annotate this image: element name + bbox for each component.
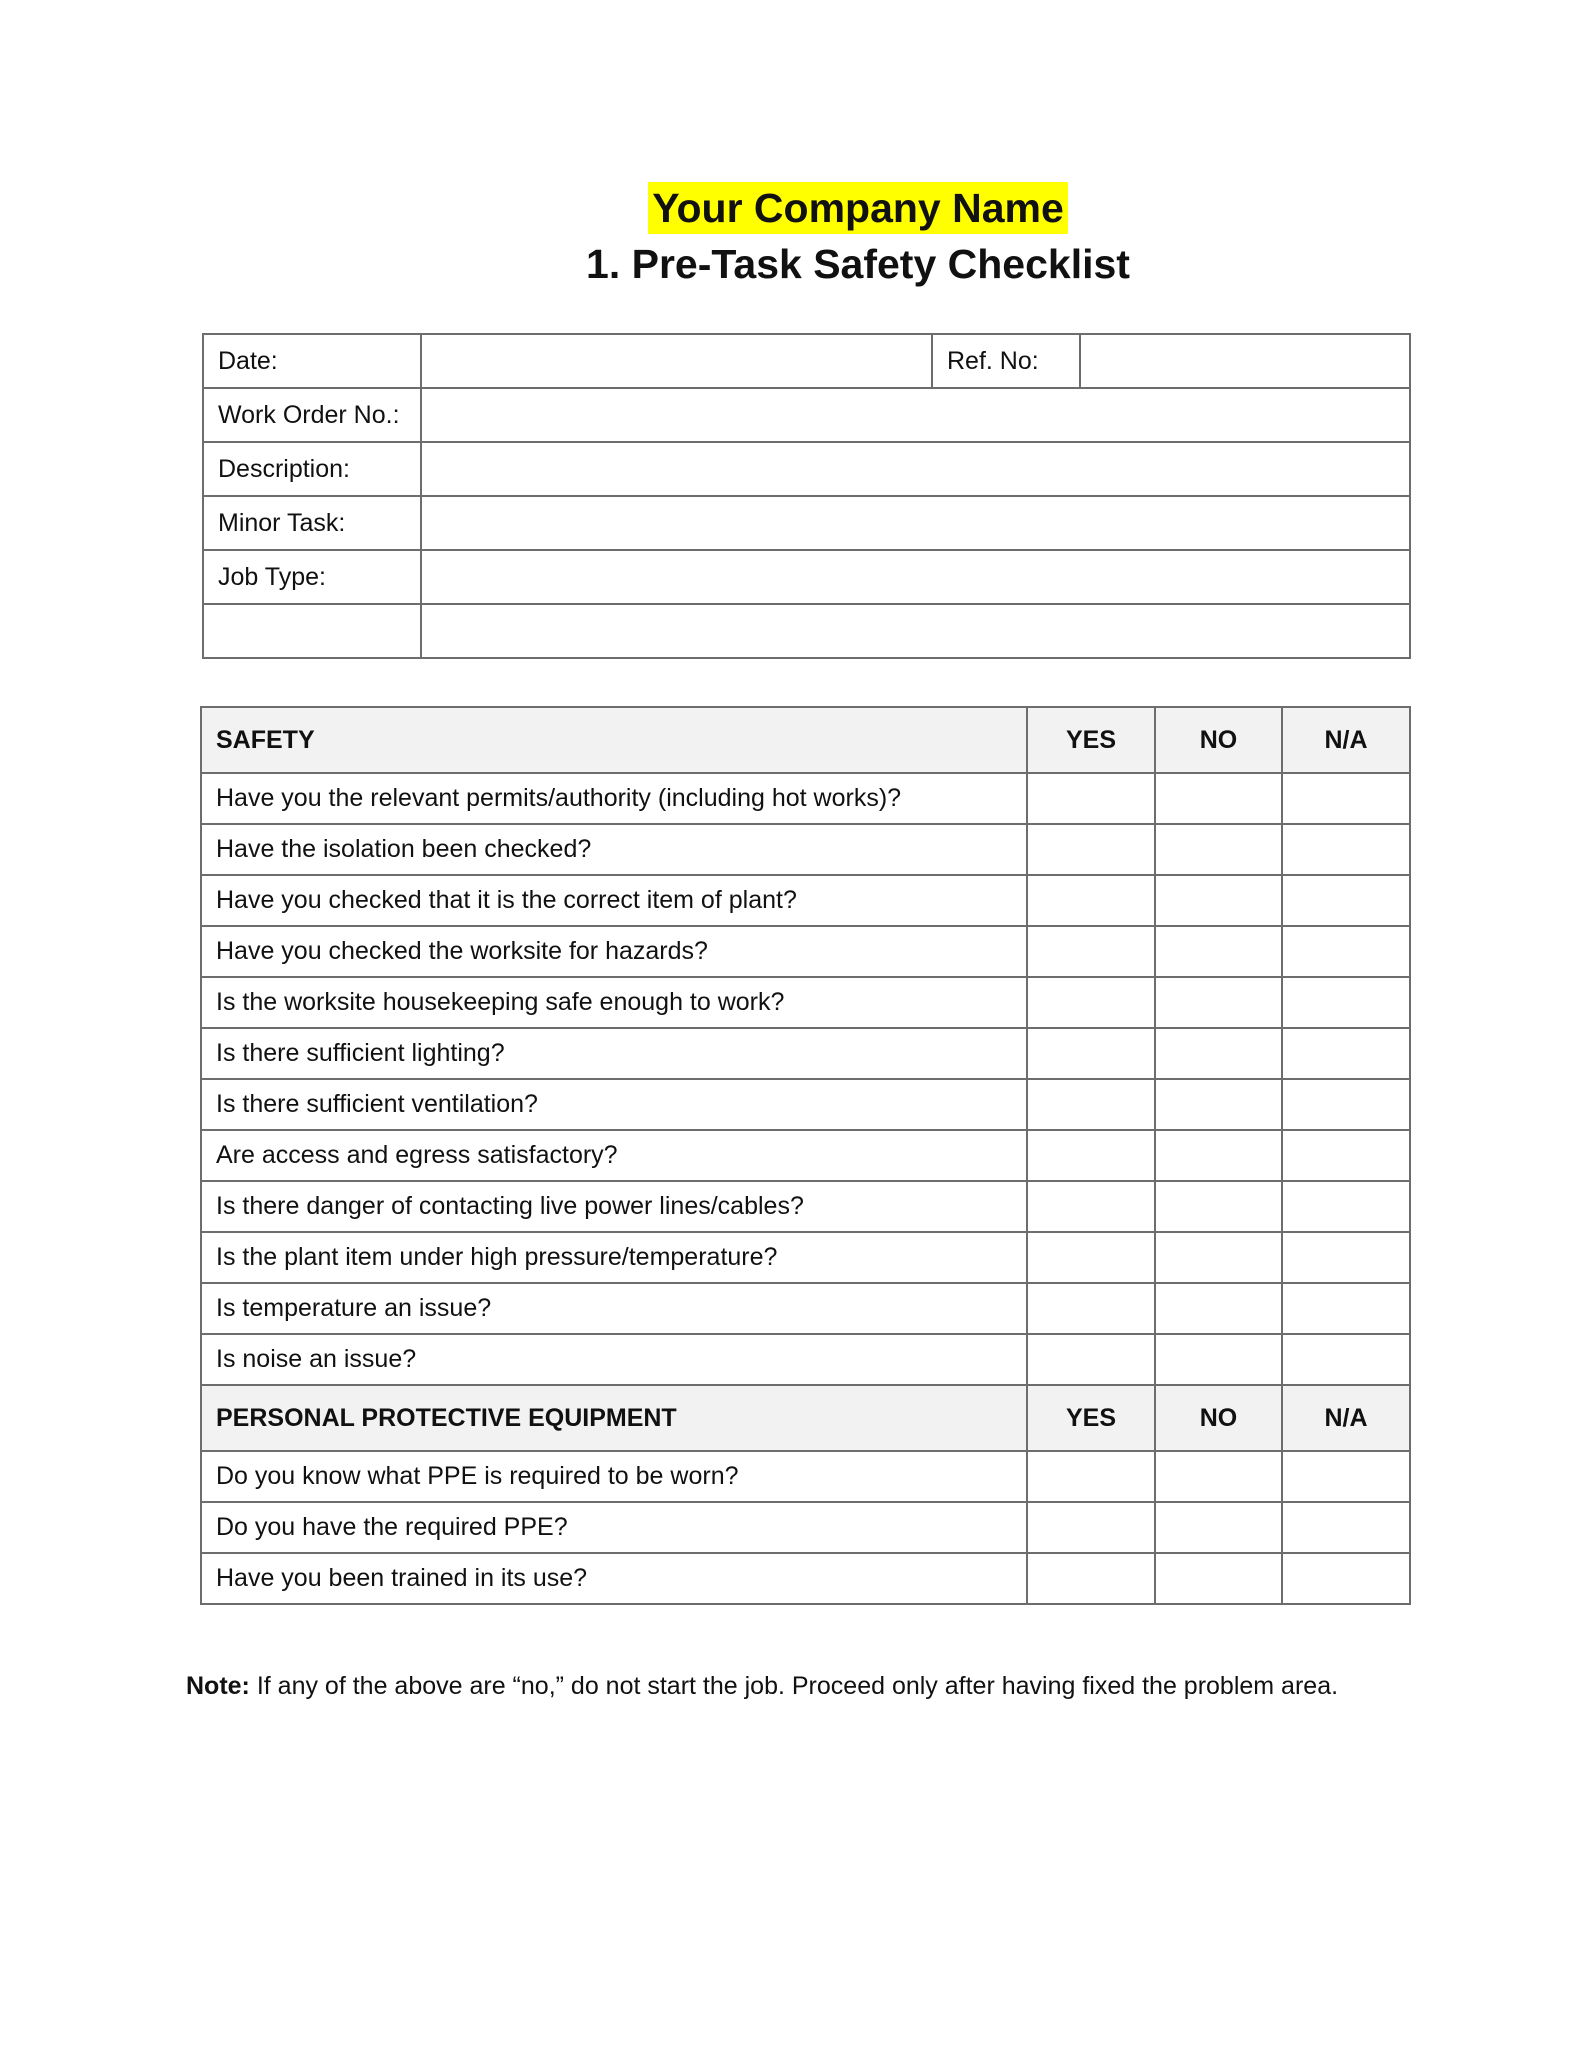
blank-field[interactable] (421, 604, 1410, 658)
footer-note (186, 1672, 1338, 1701)
work-order-field[interactable] (421, 388, 1410, 442)
yes-checkbox-cell[interactable] (1027, 1130, 1155, 1181)
yes-checkbox-cell[interactable] (1027, 1553, 1155, 1604)
description-field[interactable] (421, 442, 1410, 496)
checklist-row (201, 1334, 1410, 1385)
date-field[interactable] (421, 334, 932, 388)
yes-checkbox-cell[interactable] (1027, 773, 1155, 824)
ref-no-label: Ref. No: (932, 334, 1080, 388)
company-name: Your Company Name (648, 182, 1068, 234)
no-checkbox-cell[interactable] (1155, 773, 1282, 824)
na-checkbox-cell[interactable] (1282, 1502, 1410, 1553)
na-checkbox-cell[interactable] (1282, 926, 1410, 977)
na-column-header: N/A (1282, 1385, 1410, 1451)
date-row (203, 334, 1410, 388)
question-text: Do you have the required PPE? (201, 1502, 1027, 1553)
blank-row (203, 604, 1410, 658)
question-text: Are access and egress satisfactory? (201, 1130, 1027, 1181)
blank-label-cell[interactable] (203, 604, 421, 658)
description-label: Description: (203, 442, 421, 496)
question-text: Have you checked the worksite for hazards? (201, 926, 1027, 977)
question-text: Have the isolation been checked? (201, 824, 1027, 875)
yes-checkbox-cell[interactable] (1027, 1283, 1155, 1334)
question-text: Is temperature an issue? (201, 1283, 1027, 1334)
no-checkbox-cell[interactable] (1155, 1334, 1282, 1385)
job-type-row (203, 550, 1410, 604)
yes-column-header: YES (1027, 1385, 1155, 1451)
date-label: Date: (203, 334, 421, 388)
no-checkbox-cell[interactable] (1155, 1502, 1282, 1553)
no-checkbox-cell[interactable] (1155, 1232, 1282, 1283)
yes-checkbox-cell[interactable] (1027, 1028, 1155, 1079)
question-text: Is the plant item under high pressure/temperature? (201, 1232, 1027, 1283)
no-checkbox-cell[interactable] (1155, 875, 1282, 926)
na-checkbox-cell[interactable] (1282, 1232, 1410, 1283)
yes-checkbox-cell[interactable] (1027, 1502, 1155, 1553)
work-order-row (203, 388, 1410, 442)
yes-checkbox-cell[interactable] (1027, 1079, 1155, 1130)
minor-task-field[interactable] (421, 496, 1410, 550)
checklist-row (201, 1553, 1410, 1604)
checklist-row (201, 1130, 1410, 1181)
na-checkbox-cell[interactable] (1282, 977, 1410, 1028)
no-checkbox-cell[interactable] (1155, 1130, 1282, 1181)
yes-checkbox-cell[interactable] (1027, 977, 1155, 1028)
page-title: 1. Pre-Task Safety Checklist (586, 241, 1130, 287)
question-text: Is there danger of contacting live power lines/cables? (201, 1181, 1027, 1232)
checklist-row (201, 1283, 1410, 1334)
na-column-header: N/A (1282, 707, 1410, 773)
checklist-row (201, 1181, 1410, 1232)
yes-column-header: YES (1027, 707, 1155, 773)
no-checkbox-cell[interactable] (1155, 824, 1282, 875)
job-type-field[interactable] (421, 550, 1410, 604)
yes-checkbox-cell[interactable] (1027, 926, 1155, 977)
na-checkbox-cell[interactable] (1282, 1283, 1410, 1334)
no-checkbox-cell[interactable] (1155, 926, 1282, 977)
work-order-label: Work Order No.: (203, 388, 421, 442)
no-checkbox-cell[interactable] (1155, 1181, 1282, 1232)
checklist-row (201, 926, 1410, 977)
no-column-header: NO (1155, 1385, 1282, 1451)
job-info-table (202, 333, 1411, 659)
yes-checkbox-cell[interactable] (1027, 1181, 1155, 1232)
na-checkbox-cell[interactable] (1282, 1451, 1410, 1502)
no-checkbox-cell[interactable] (1155, 977, 1282, 1028)
na-checkbox-cell[interactable] (1282, 1334, 1410, 1385)
na-checkbox-cell[interactable] (1282, 824, 1410, 875)
safety-heading: SAFETY (201, 707, 1027, 773)
no-checkbox-cell[interactable] (1155, 1451, 1282, 1502)
yes-checkbox-cell[interactable] (1027, 1232, 1155, 1283)
yes-checkbox-cell[interactable] (1027, 824, 1155, 875)
safety-section-header (201, 707, 1410, 773)
na-checkbox-cell[interactable] (1282, 1181, 1410, 1232)
description-row (203, 442, 1410, 496)
safety-checklist-table (200, 706, 1411, 1605)
no-checkbox-cell[interactable] (1155, 1553, 1282, 1604)
na-checkbox-cell[interactable] (1282, 773, 1410, 824)
na-checkbox-cell[interactable] (1282, 1553, 1410, 1604)
question-text: Do you know what PPE is required to be worn? (201, 1451, 1027, 1502)
checklist-row (201, 977, 1410, 1028)
checklist-row (201, 824, 1410, 875)
checklist-row (201, 773, 1410, 824)
checklist-row (201, 1232, 1410, 1283)
question-text: Is the worksite housekeeping safe enough to work? (201, 977, 1027, 1028)
ppe-section-header (201, 1385, 1410, 1451)
ppe-heading: PERSONAL PROTECTIVE EQUIPMENT (201, 1385, 1027, 1451)
yes-checkbox-cell[interactable] (1027, 875, 1155, 926)
na-checkbox-cell[interactable] (1282, 1130, 1410, 1181)
na-checkbox-cell[interactable] (1282, 875, 1410, 926)
checklist-row (201, 1079, 1410, 1130)
no-checkbox-cell[interactable] (1155, 1283, 1282, 1334)
yes-checkbox-cell[interactable] (1027, 1451, 1155, 1502)
question-text: Have you been trained in its use? (201, 1553, 1027, 1604)
checklist-row (201, 1028, 1410, 1079)
title-block (0, 182, 1588, 288)
checklist-row (201, 1451, 1410, 1502)
na-checkbox-cell[interactable] (1282, 1079, 1410, 1130)
checklist-row (201, 1502, 1410, 1553)
no-checkbox-cell[interactable] (1155, 1028, 1282, 1079)
note-label: Note: (186, 1672, 250, 1700)
no-column-header: NO (1155, 707, 1282, 773)
question-text: Is there sufficient ventilation? (201, 1079, 1027, 1130)
minor-task-row (203, 496, 1410, 550)
minor-task-label: Minor Task: (203, 496, 421, 550)
no-checkbox-cell[interactable] (1155, 1079, 1282, 1130)
question-text: Is noise an issue? (201, 1334, 1027, 1385)
job-type-label: Job Type: (203, 550, 421, 604)
yes-checkbox-cell[interactable] (1027, 1334, 1155, 1385)
na-checkbox-cell[interactable] (1282, 1028, 1410, 1079)
note-text: If any of the above are “no,” do not start the job. Proceed only after having fixed the problem area. (249, 1672, 1339, 1700)
question-text: Have you the relevant permits/authority (including hot works)? (201, 773, 1027, 824)
question-text: Have you checked that it is the correct item of plant? (201, 875, 1027, 926)
ref-no-field[interactable] (1080, 334, 1410, 388)
question-text: Is there sufficient lighting? (201, 1028, 1027, 1079)
checklist-row (201, 875, 1410, 926)
